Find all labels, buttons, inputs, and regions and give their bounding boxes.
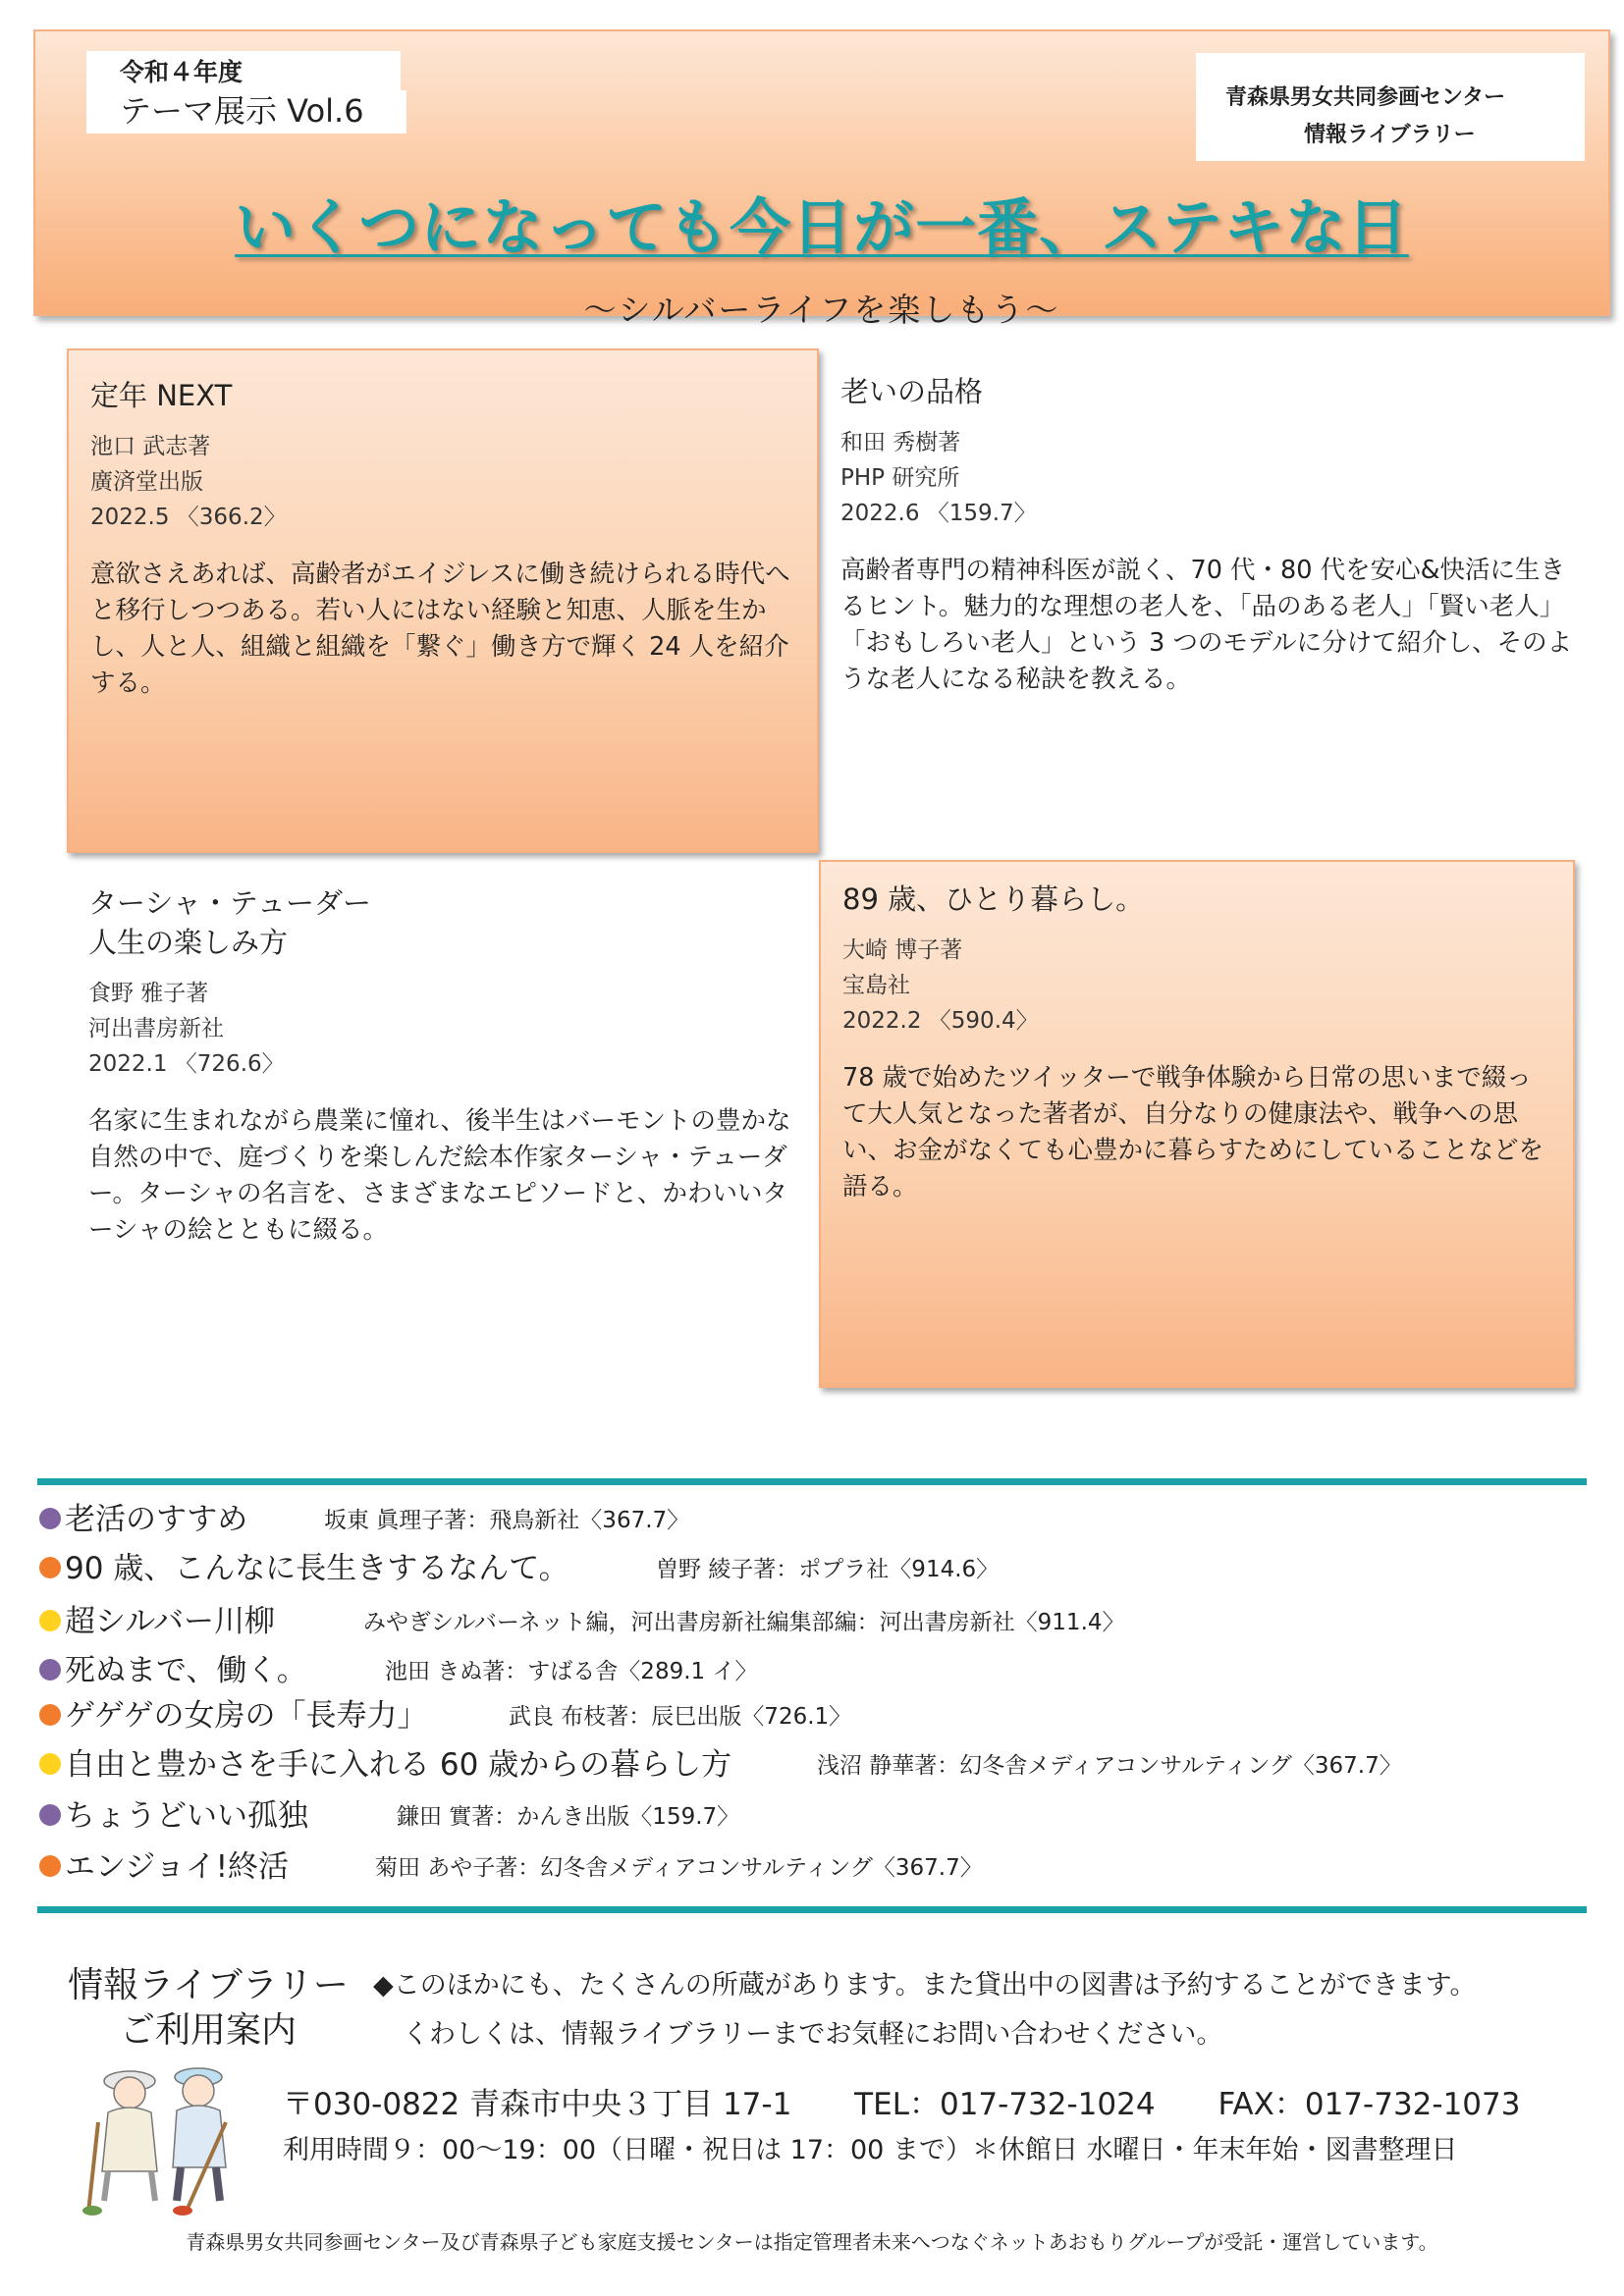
divider-top: [37, 1478, 1587, 1485]
book-description: 名家に生まれながら農業に憧れ、後半生はバーモントの豊かな自然の中で、庭づくりを楽しんだ絵本作家ターシャ・テューダー。ターシャの名言を、さまざまなエピソードと、かわいいターシャの絵とともに綴る。: [88, 1106, 791, 1245]
bullet-dot: [39, 1804, 61, 1826]
list-item-title: 自由と豊かさを手に入れる 60 歳からの暮らし方: [65, 1747, 732, 1783]
exhibit-volume: テーマ展示 Vol.6: [120, 92, 364, 130]
management-note: 青森県男女共同参画センター及び青森県子ども家庭支援センターは指定管理者未来へつなぐネットあおもりグループが受託・運営しています。: [186, 2230, 1438, 2254]
list-item-info: 浅沼 静華著：幻冬舎メディアコンサルティング〈367.7〉: [817, 1753, 1402, 1779]
library-guide-label-line2: ご利用案内: [119, 2010, 297, 2051]
book-title: ターシャ・テューダー 人生の楽しみ方: [88, 886, 371, 959]
book-publisher: 廣済堂出版: [90, 469, 203, 495]
footer-contact-note: くわしくは、情報ライブラリーまでお気軽にお問い合わせください。: [403, 2019, 1223, 2050]
bullet-dot: [39, 1704, 61, 1726]
bullet-dot: [39, 1855, 61, 1877]
list-item-info: 菊田 あや子著：幻冬舎メディアコンサルティング〈367.7〉: [375, 1855, 983, 1881]
list-item-title: ゲゲゲの女房の「長寿力」: [65, 1698, 428, 1734]
book-author: 食野 雅子著: [88, 981, 209, 1006]
divider-bottom: [37, 1906, 1587, 1913]
list-item-info: 鎌田 實著：かんき出版〈159.7〉: [397, 1804, 740, 1830]
list-item-title: 老活のすすめ: [65, 1502, 248, 1537]
organization-name: 青森県男女共同参画センター: [1225, 85, 1506, 110]
book-date-class: 2022.5 〈366.2〉: [90, 505, 287, 530]
book-title: 定年 NEXT: [90, 379, 233, 412]
header-banner: [33, 29, 1610, 329]
book-description: 意欲さえあれば、高齢者がエイジレスに働き続けられる時代へと移行しつつある。若い人にはない経験と知恵、人脈を生かし、人と人、組織と組織を「繋ぐ」働き方で輝く 24 人を紹介する。: [90, 560, 790, 698]
fax: FAX：017-732-1073: [1218, 2087, 1521, 2122]
book-author: 和田 秀樹著: [840, 430, 961, 455]
book-publisher: PHP 研究所: [840, 465, 960, 491]
list-item-title: 90 歳、こんなに長生きするなんて。: [65, 1551, 569, 1586]
list-item-info: みやぎシルバーネット編，河出書房新社編集部編：河出書房新社〈911.4〉: [363, 1610, 1125, 1635]
book-title: 89 歳、ひとり暮らし。: [842, 882, 1145, 916]
book-author: 大崎 博子著: [842, 937, 963, 963]
book-title: 老いの品格: [840, 375, 984, 408]
footer-address: [283, 2079, 1573, 2123]
page-subtitle: ～シルバーライフを楽しもう～: [583, 291, 1060, 329]
book-author: 池口 武志著: [90, 434, 211, 459]
book-publisher: 宝島社: [842, 973, 910, 998]
list-item-title: ちょうどいい孤独: [65, 1798, 308, 1834]
list-item-title: 超シルバー川柳: [65, 1604, 276, 1639]
book-description: 78 歳で始めたツイッターで戦争体験から日常の思いまで綴って大人気となった著者が、自分なりの健康法や、戦争への思い、お金がなくても心豊かに暮らすためにしていることなどを語る。: [842, 1063, 1544, 1201]
book-date-class: 2022.6 〈159.7〉: [840, 501, 1037, 526]
header-right-box: [1196, 53, 1585, 161]
book-date-class: 2022.1 〈726.6〉: [88, 1051, 285, 1077]
postal-address: 〒030-0822 青森市中央３丁目 17-1: [283, 2087, 792, 2122]
bullet-dot: [39, 1753, 61, 1775]
bullet-dot: [39, 1508, 61, 1529]
list-item-title: 死ぬまで、働く。: [65, 1653, 307, 1688]
list-item-info: 曽野 綾子著：ポプラ社〈914.6〉: [656, 1557, 1000, 1582]
library-guide-label-line1: 情報ライブラリー: [68, 1965, 349, 2005]
book-description: 高齢者専門の精神科医が説く、70 代・80 代を安心&快活に生きるヒント。魅力的な理想の老人を、「品のある老人」「賢い老人」「おもしろい老人」という 3 つのモデルに分けて紹介し、そのような老人になる秘訣を教える。: [840, 556, 1573, 694]
bullet-dot: [39, 1610, 61, 1631]
book-card: [819, 348, 1595, 839]
library-name: 情報ライブラリー: [1304, 123, 1476, 147]
book-date-class: 2022.2 〈590.4〉: [842, 1008, 1039, 1034]
library-guide-label: [51, 1963, 365, 2054]
list-item-info: 武良 布枝著：辰巳出版〈726.1〉: [509, 1704, 852, 1730]
opening-hours: 利用時間９：00～19：00（日曜・祝日は 17：00 まで）＊休館日 水曜日・年末年始・図書整理日: [283, 2135, 1458, 2165]
telephone: TEL：017-732-1024: [854, 2087, 1156, 2122]
list-item-info: 坂東 眞理子著：飛鳥新社〈367.7〉: [324, 1508, 690, 1533]
footer-notice: ◆このほかにも、たくさんの所蔵があります。また貸出中の図書は予約することができます。: [373, 1970, 1477, 2001]
bullet-dot: [39, 1557, 61, 1578]
list-item-title: エンジョイ!終活: [65, 1849, 290, 1885]
book-card: [67, 866, 819, 1288]
bullet-dot: [39, 1659, 61, 1681]
book-publisher: 河出書房新社: [88, 1016, 224, 1041]
book-card: [819, 860, 1575, 1388]
list-item-info: 池田 きぬ著：すばる舎〈289.1 イ〉: [385, 1659, 758, 1684]
book-card: [67, 348, 819, 853]
page-title: いくつになっても今日が一番、ステキな日: [235, 191, 1409, 263]
fiscal-year: 令和４年度: [120, 58, 244, 86]
elderly-couple-illustration: [79, 2054, 255, 2218]
